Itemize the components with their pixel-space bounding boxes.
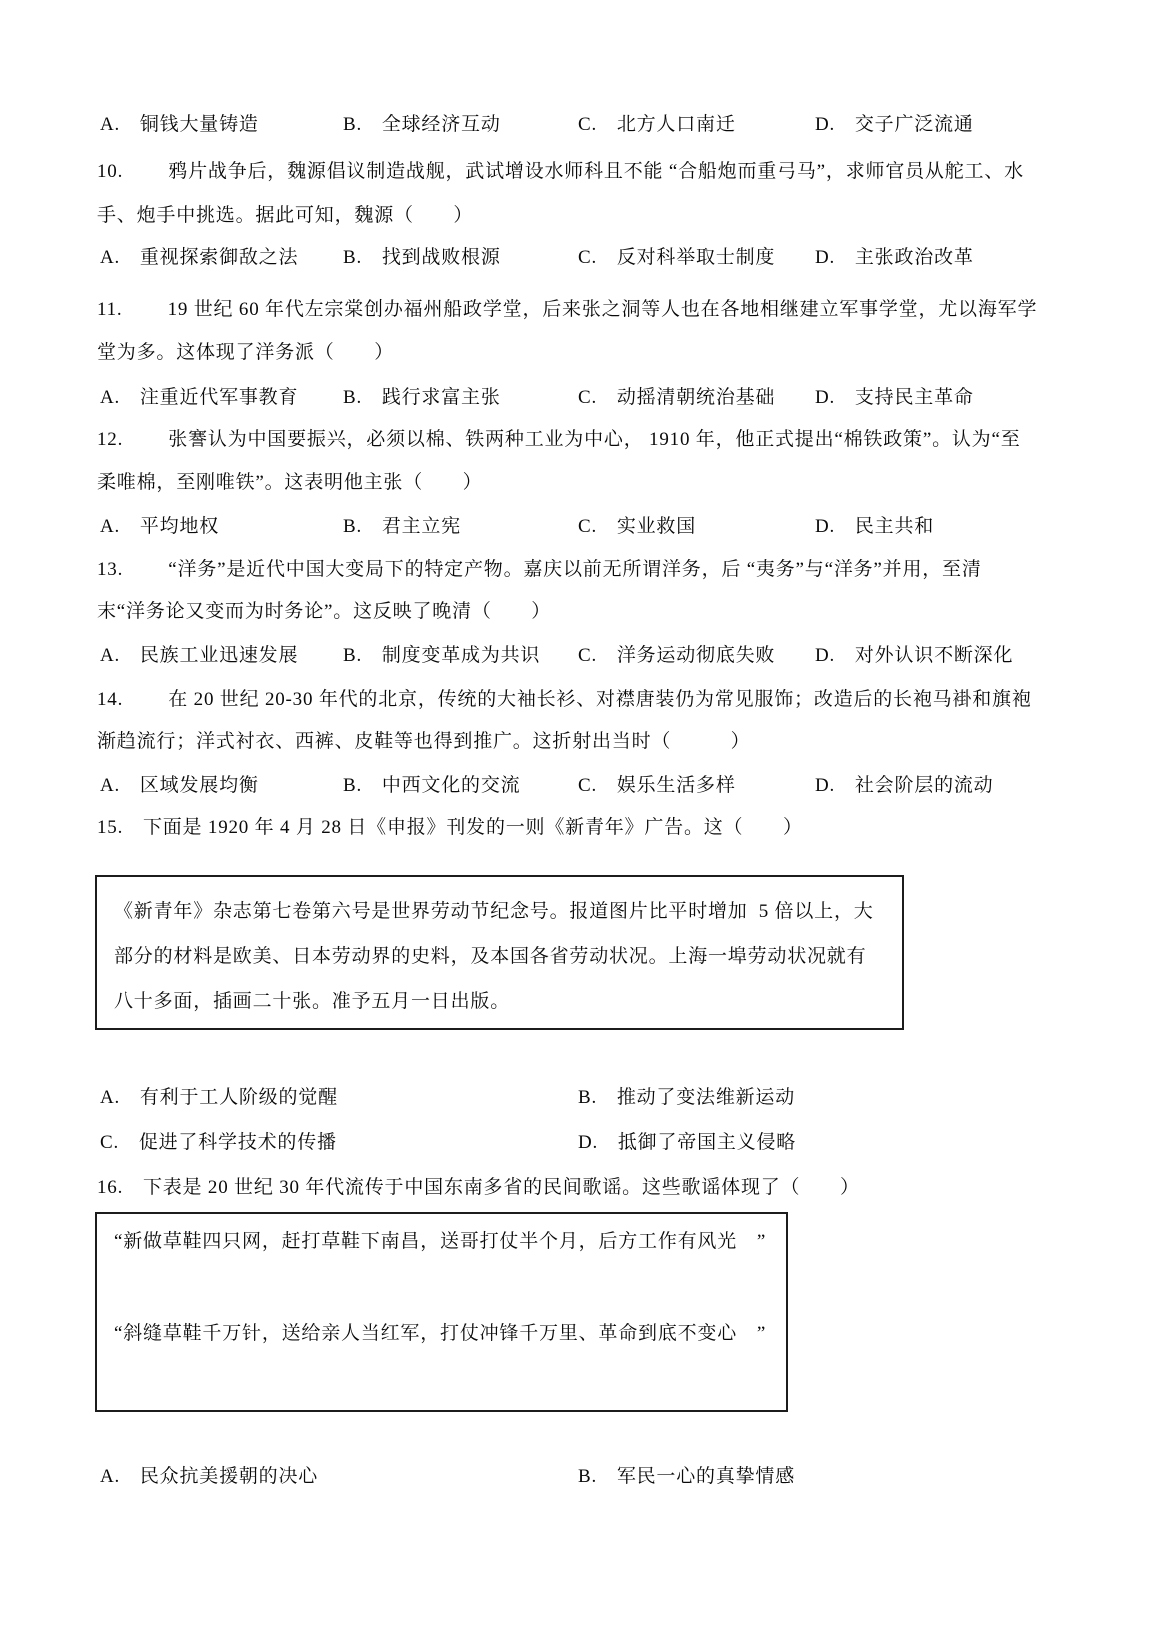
question-12-option-a: A. 平均地权 bbox=[100, 516, 220, 537]
question-11-option-d: D. 支持民主革命 bbox=[815, 387, 974, 408]
question-13-option-a: A. 民族工业迅速发展 bbox=[100, 645, 299, 666]
question-12-option-b: B. 君主立宪 bbox=[343, 516, 462, 537]
question-13-stem-line-1: 13. “洋务”是近代中国大变局下的特定产物。嘉庆以前无所谓洋务，后 “夷务”与“洋务”并用，至清 bbox=[97, 559, 982, 580]
question-11-stem-line-1: 11. 19 世纪 60 年代左宗棠创办福州船政学堂，后来张之洞等人也在各地相继建立军事学堂，尤以海军学 bbox=[97, 299, 1038, 320]
question-14-stem-line-1: 14. 在 20 世纪 20-30 年代的北京，传统的大袖长衫、对襟唐装仍为常见服饰；改造后的长袍马褂和旗袍 bbox=[97, 689, 1032, 710]
question-16-option-a: A. 民众抗美援朝的决心 bbox=[100, 1466, 319, 1487]
question-11-option-b: B. 践行求富主张 bbox=[343, 387, 501, 408]
folk-song-row-2: “斜缝草鞋千万针，送给亲人当红军，打仗冲锋千万里、革命到底不变心 ” bbox=[114, 1323, 767, 1344]
question-12-option-c: C. 实业救国 bbox=[578, 516, 697, 537]
question-11-option-a: A. 注重近代军事教育 bbox=[100, 387, 299, 408]
question-12-stem-line-1: 12. 张謇认为中国要振兴，必须以棉、铁两种工业为中心， 1910 年，他正式提出“棉铁政策”。认为“至 bbox=[97, 429, 1021, 450]
question-14-option-c: C. 娱乐生活多样 bbox=[578, 775, 736, 796]
question-12-stem-line-2: 柔唯棉，至刚唯铁”。这表明他主张（ ） bbox=[97, 472, 483, 493]
question-10-stem-line-1: 10. 鸦片战争后，魏源倡议制造战舰，武试增设水师科且不能 “合船炮而重弓马”，求师官员从舵工、水 bbox=[97, 161, 1024, 182]
question-15-option-a: A. 有利于工人阶级的觉醒 bbox=[100, 1087, 338, 1108]
newyouth-ad-box bbox=[95, 875, 904, 1030]
question-13-option-c: C. 洋务运动彻底失败 bbox=[578, 645, 776, 666]
question-9-option-d: D. 交子广泛流通 bbox=[815, 114, 974, 135]
question-14-option-b: B. 中西文化的交流 bbox=[343, 775, 521, 796]
question-14-option-a: A. 区域发展均衡 bbox=[100, 775, 259, 796]
ad-box-line-2: 部分的材料是欧美、日本劳动界的史料，及本国各省劳动状况。上海一埠劳动状况就有 bbox=[114, 946, 867, 967]
question-14-option-d: D. 社会阶层的流动 bbox=[815, 775, 994, 796]
question-12-option-d: D. 民主共和 bbox=[815, 516, 935, 537]
question-15-stem: 15. 下面是 1920 年 4 月 28 日《申报》刊发的一则《新青年》广告。这（ ） bbox=[97, 817, 803, 838]
question-11-option-c: C. 动摇清朝统治基础 bbox=[578, 387, 776, 408]
question-13-option-b: B. 制度变革成为共识 bbox=[343, 645, 541, 666]
question-15-option-b: B. 推动了变法维新运动 bbox=[578, 1087, 796, 1108]
question-9-option-b: B. 全球经济互动 bbox=[343, 114, 501, 135]
ad-box-line-3: 八十多面，插画二十张。准予五月一日出版。 bbox=[114, 991, 511, 1012]
question-10-option-a: A. 重视探索御敌之法 bbox=[100, 247, 299, 268]
folk-songs-box bbox=[95, 1212, 788, 1412]
question-10-option-b: B. 找到战败根源 bbox=[343, 247, 501, 268]
question-10-option-d: D. 主张政治改革 bbox=[815, 247, 974, 268]
folk-song-row-1: “新做草鞋四只网，赶打草鞋下南昌，送哥打仗半个月，后方工作有风光 ” bbox=[114, 1231, 767, 1252]
question-15-option-c: C. 促进了科学技术的传播 bbox=[100, 1132, 337, 1153]
question-15-option-d: D. 抵御了帝国主义侵略 bbox=[578, 1132, 797, 1153]
question-10-option-c: C. 反对科举取士制度 bbox=[578, 247, 776, 268]
ad-box-line-1: 《新青年》杂志第七卷第六号是世界劳动节纪念号。报道图片比平时增加 5 倍以上，大 bbox=[114, 901, 874, 922]
question-10-stem-line-2: 手、炮手中挑选。据此可知，魏源（ ） bbox=[97, 205, 474, 226]
question-13-stem-line-2: 末“洋务论又变而为时务论”。这反映了晚清（ ） bbox=[97, 601, 552, 622]
question-16-option-b: B. 军民一心的真挚情感 bbox=[578, 1466, 796, 1487]
question-11-stem-line-2: 堂为多。这体现了洋务派（ ） bbox=[97, 342, 395, 363]
question-13-option-d: D. 对外认识不断深化 bbox=[815, 645, 1014, 666]
question-9-option-c: C. 北方人口南迁 bbox=[578, 114, 736, 135]
question-16-stem: 16. 下表是 20 世纪 30 年代流传于中国东南多省的民间歌谣。这些歌谣体现了（ ） bbox=[97, 1177, 860, 1198]
question-14-stem-line-2: 渐趋流行；洋式衬衣、西裤、皮鞋等也得到推广。这折射出当时（ ） bbox=[97, 731, 751, 752]
question-9-option-a: A. 铜钱大量铸造 bbox=[100, 114, 259, 135]
